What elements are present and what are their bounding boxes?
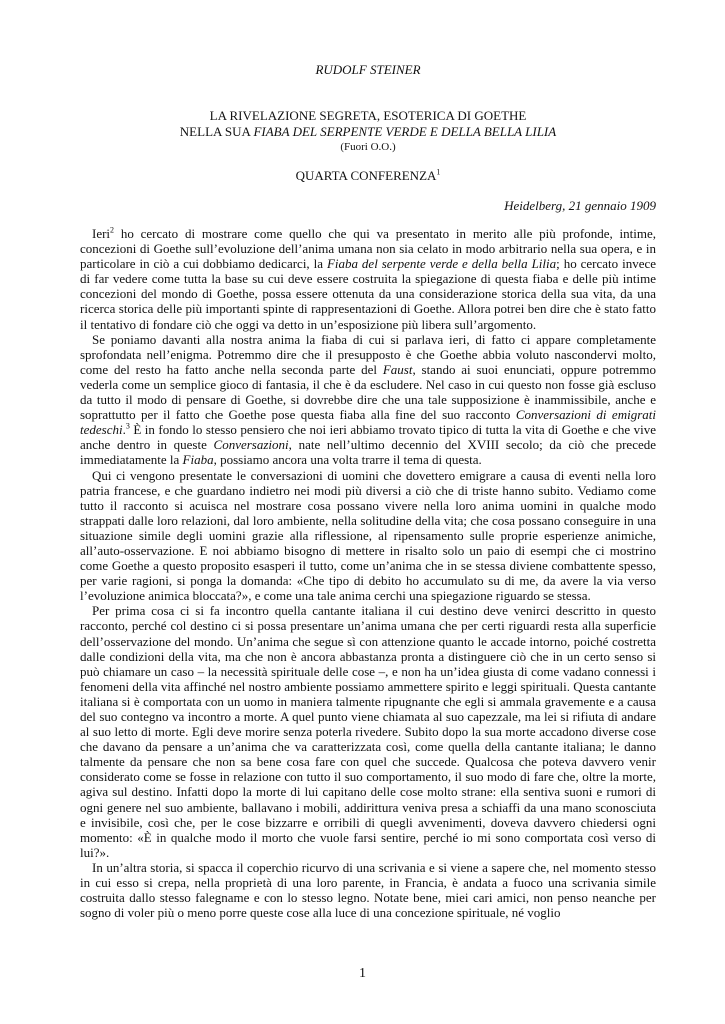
page-number: 1: [359, 966, 366, 981]
p1-c: ; ho cercato invece di far vedere come tutta la base su cui deve essere costruita la spiegazione di questa fiaba e delle più intime concezioni del mondo di Goethe, possa essere ottenuta da una considerazione storica della sua vita, da una ricerca storica delle più importanti spinte di rappresentazioni di Goethe. Allora potrei ben dire che è stato fatto il tentativo di fondare ciò che oggi va detto in un’esposizione più libera sull’argomento.: [80, 256, 657, 332]
title-line-2-prefix: NELLA SUA: [179, 124, 254, 139]
paragraph-2: [80, 332, 656, 468]
author-name: RUDOLF STEINER: [315, 62, 421, 77]
p1-a: Ieri: [92, 226, 111, 241]
p1-fiaba-title: Fiaba del serpente verde e della bella Lilia: [326, 256, 557, 272]
p2-c: .: [122, 422, 126, 438]
p2-faust: Faust: [382, 361, 413, 377]
footnote-ref-3: 3: [125, 421, 130, 431]
p2-fiaba: Fiaba: [182, 452, 214, 468]
p2-conversazioni: Conversazioni: [213, 437, 289, 453]
title-line-2: [80, 124, 656, 140]
source-note: (Fuori O.O.): [340, 141, 396, 153]
p2-conversazioni-title: Conversazioni di emigrati tedeschi: [80, 407, 656, 438]
p2-b: , stando ai suoi enunciati, oppure potremmo vederla come un semplice gioco di fantasia, il che è da escludere. Nel caso in cui questo non fosse già escluso da tutto il modo di pensare di Goethe, si dovrebbe dire che una tale supposizione è inammissibile, anche e soprattutto per il fatto che Goethe pose questa fiaba alla fine del suo racconto: [80, 361, 656, 423]
title-line-2-italic: FIABA DEL SERPENTE VERDE E DELLA BELLA LILIA: [253, 124, 557, 139]
section-title: [80, 168, 656, 184]
paragraph-4: Per prima cosa ci si fa incontro quella cantante italiana il cui destino deve venirci descritto in questo racconto, perché col destino ci si possa presentare un’anima umana che per certi riguardi resta alla superficie dell’osservazione del mondo. Un’anima che segue sì con attenzione quanto le accade intorno, poiché costretta dalle condizioni della vita, ma che non è ancora abbastanza pronta a distinguere ciò che in un certo senso si può chiamare un caso – la necessità spirituale delle cose –, e non ha un’idea giusta di come vadano connessi i fenomeni della vita affinché nel nostro ambiente possiamo ammettere spirito e leggi spirituali. Questa cantante italiana si è comportata con un uomo in maniera talmente ripugnante che egli si ammala gravemente e a causa del suo contegno va incontro a morte. A quel punto viene chiamata al suo capezzale, ma lei si rifiuta di andare al suo letto di morte. Egli deve morire senza poterla rivedere. Subito dopo la sua morte accadono diverse cose che davano da pensare a un’anima che va caratterizzata così, come quella della cantante italiana; le danno talmente da pensare che non sa bene cosa fare con quel che succede. Qualcosa che poteva davvero venir considerato come se fosse in relazione con tutto il suo comportamento, il suo modo di fare che, oltre la morte, agiva sul destino. Infatti dopo la morte di lui capitano delle cose molto strane: ella sentiva suoni e rumori di ogni genere nel suo ambiente, ballavano i mobili, addirittura veniva presa a schiaffi da una mano sconosciuta e invisibile, così che, per le cose bizzarre e orribili di quegli avvenimenti, doveva davvero chiedersi ogni momento: «È in qualche modo il morto che vuole farsi sentire, perché io mi sono comportata così verso di lui?».: [80, 603, 656, 860]
p2-f: , possiamo ancora una volta trarre il tema di questa.: [213, 452, 482, 468]
p2-d: È in fondo lo stesso pensiero che noi ieri abbiamo trovato tipico di tutta la vita di Goethe e che vive anche dentro in queste: [80, 422, 656, 453]
footnote-ref-1: 1: [436, 167, 441, 177]
section-title-text: QUARTA CONFERENZA: [295, 168, 437, 183]
footnote-ref-2: 2: [110, 225, 115, 235]
p2-a: Se poniamo davanti alla nostra anima la fiaba di cui si parlava ieri, di fatto ci appare completamente sprofondata nell’enigma. Potremmo dire che il presupposto è che Goethe abbia voluto nascondervi molto, come del resto ha fatto anche nella seconda parte del: [80, 331, 656, 377]
document-page: [80, 62, 656, 920]
paragraph-5: In un’altra storia, si spacca il coperchio ricurvo di una scrivania e si viene a sapere che, nel momento stesso in cui esso si crepa, nella proprietà di una loro parente, in Francia, è andata a fuoco una scrivania simile costruita dallo stesso falegname e con lo stesso legno. Notate bene, miei cari amici, non penso neanche per sogno di voler più o meno porre queste cose alla luce di una concezione spirituale, né voglio: [80, 859, 656, 921]
paragraph-1: [80, 226, 656, 332]
dateline: Heidelberg, 21 gennaio 1909: [504, 198, 656, 213]
p2-e: , nate nell’ultimo decennio del XVIII secolo; da ciò che precede immediatamente la: [80, 437, 657, 468]
paragraph-3: Qui ci vengono presentate le conversazioni di uomini che dovettero emigrare a causa di eventi nella loro patria francese, e che guardano indietro nei modi più diversi a ciò che di triste hanno subito. Vediamo come tutto il racconto si acuisca nel mostrare cosa possano vivere nella loro anima uomini in qualche modo strappati dalle loro relazioni, dal loro ambiente, nella solitudine della vita; che cosa possano conseguire in una situazione simile degli uomini grazie alla riflessione, al ripensamento sulle proprie esperienze animiche, all’auto-osservazione. E noi abbiamo bisogno di mettere in risalto solo un paio di esempi che ci mostrino come Goethe a questo proposito esasperi il tutto, come un’anima che in se stessa diviene combattente spesso, per varie ragioni, si ponga la domanda: «Che tipo di debito ho accumulato su di me, da avere la via verso l’evoluzione animica bloccata?», e come una tale anima cerchi una spiegazione riguardo se stessa.: [80, 467, 656, 604]
title-line-1: LA RIVELAZIONE SEGRETA, ESOTERICA DI GOETHE: [209, 108, 527, 123]
p1-b: ho cercato di mostrare come quello che qui va presentato in merito alle più profonde, intime, concezioni di Goethe sull’evoluzione dell’anima umana non sia celato in modo arbitrario nella sua opera, e in particolare in ciò a cui dobbiamo dedicarci, la: [80, 226, 656, 272]
